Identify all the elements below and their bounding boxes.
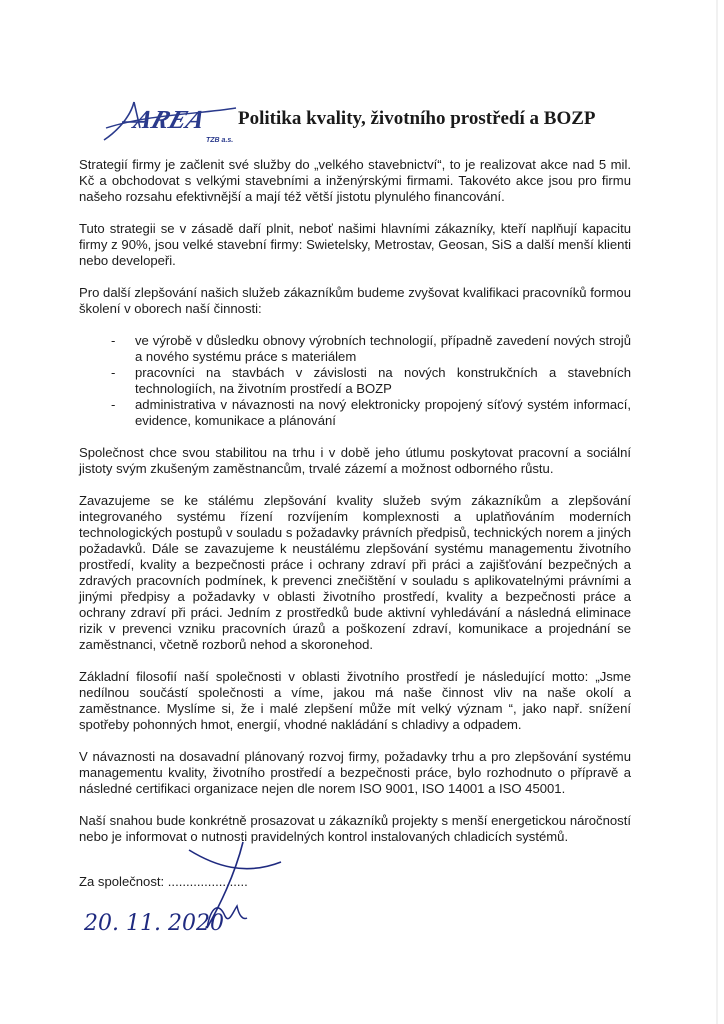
list-item <box>79 397 631 429</box>
document-body <box>79 157 631 861</box>
logo-wordmark: AREA <box>130 104 210 134</box>
list-item-text: administrativa v návaznosti na nový elektronicky propojený síťový systém informací, evidence, komunikace a plánování <box>135 397 631 428</box>
signature-line: Za společnost: ...................... <box>79 874 248 889</box>
company-logo <box>100 92 240 148</box>
paragraph-strategy: Strategií firmy je začlenit své služby do „velkého stavebnictví“, to je realizovat akce nad 5 mil. Kč a obchodovat s velkými stavebními a inženýrskými firmami. Takovéto akce jsou pro firmu našeho rozsahu efektivnější a mají též větší jistotu plynulého financování. <box>79 157 631 204</box>
paragraph-energy: Naší snahou bude konkrétně prosazovat u zákazníků projekty s menší energetickou náročností nebo je informovat o nutnosti pravidelných kontrol instalovaných chladicích systémů. <box>79 813 631 844</box>
paragraph-training-intro: Pro další zlepšování našich služeb zákazníkům budeme zvyšovat kvalifikaci pracovníků formou školení v oborech naší činnosti: <box>79 285 631 316</box>
list-item <box>79 365 631 397</box>
list-dash: - <box>111 333 116 348</box>
list-item <box>79 333 631 365</box>
paragraph-certification: V návaznosti na dosavadní plánovaný rozvoj firmy, požadavky trhu a pro zlepšování systému managementu kvality, životního prostředí a bezpečnosti práce, bylo rozhodnuto o přípravě a následné certifikaci organizace nejen dle norem ISO 9001, ISO 14001 a ISO 45001. <box>79 749 631 796</box>
scan-edge <box>716 0 718 1024</box>
training-list <box>79 333 631 429</box>
logo-subtext: TZB a.s. <box>206 137 234 144</box>
list-item-text: ve výrobě v důsledku obnovy výrobních technologií, případně zavedení nových strojů a nového systému práce s materiálem <box>135 333 631 364</box>
page-title: Politika kvality, životního prostředí a BOZP <box>238 108 596 129</box>
paragraph-commitment: Zavazujeme se ke stálému zlepšování kvality služeb svým zákazníkům a zlepšování integrovaného systému řízení rozvíjením komplexnosti a uplatňováním moderních technologických postupů v souladu s požadavky právních předpisů, technických norem a jiných požadavků. Dále se zavazujeme k neustálému zlepšování systému managementu životního prostředí, kvality a bezpečnosti práce i ochrany zdraví při práci a zajišťování bezpečných a zdravých pracovních podmínek, k prevenci znečištění v souladu s aplikovatelnými právními a jinými předpisy a požadavky v oblasti životního prostředí, kvality a bezpečnosti práce a ochrany zdraví při práci. Jedním z prostředků bude aktivní vyhledávání a následná eliminace rizik v prevenci vzniku pracovních úrazů a poškození zdraví, komunikace a projednání se zaměstnanci, včetně rozborů nehod a skoronehod. <box>79 493 631 652</box>
handwritten-date <box>82 900 224 942</box>
list-dash: - <box>111 397 116 412</box>
paragraph-customers: Tuto strategii se v zásadě daří plnit, neboť našimi hlavními zákazníky, kteří naplňují kapacitu firmy z 90%, jsou velké stavební firmy: Swietelsky, Metrostav, Geosan, SiS a další menší klienti nebo developeři. <box>79 221 631 268</box>
list-dash: - <box>111 365 116 380</box>
paragraph-stability: Společnost chce svou stabilitou na trhu i v době jeho útlumu poskytovat pracovní a sociální jistoty svým zkušeným zaměstnancům, trvalé zázemí a možnost odborného růstu. <box>79 445 631 476</box>
list-item-text: pracovníci na stavbách v závislosti na nových konstrukčních a stavebních technologiích, na životním prostředí a BOZP <box>135 365 631 396</box>
handwritten-date-text: 20. 11. 2020 <box>84 911 224 936</box>
paragraph-motto: Základní filosofií naší společnosti v oblasti životního prostředí je následující motto: „Jsme nedílnou součástí společnosti a víme, jakou má naše činnost vliv na naše okolí a zaměstnance. Myslíme si, že i malé zlepšení může mít velký význam “, jako např. snížení spotřeby pohonných hmot, energií, vhodné nakládání s chladivy a odpadem. <box>79 669 631 732</box>
